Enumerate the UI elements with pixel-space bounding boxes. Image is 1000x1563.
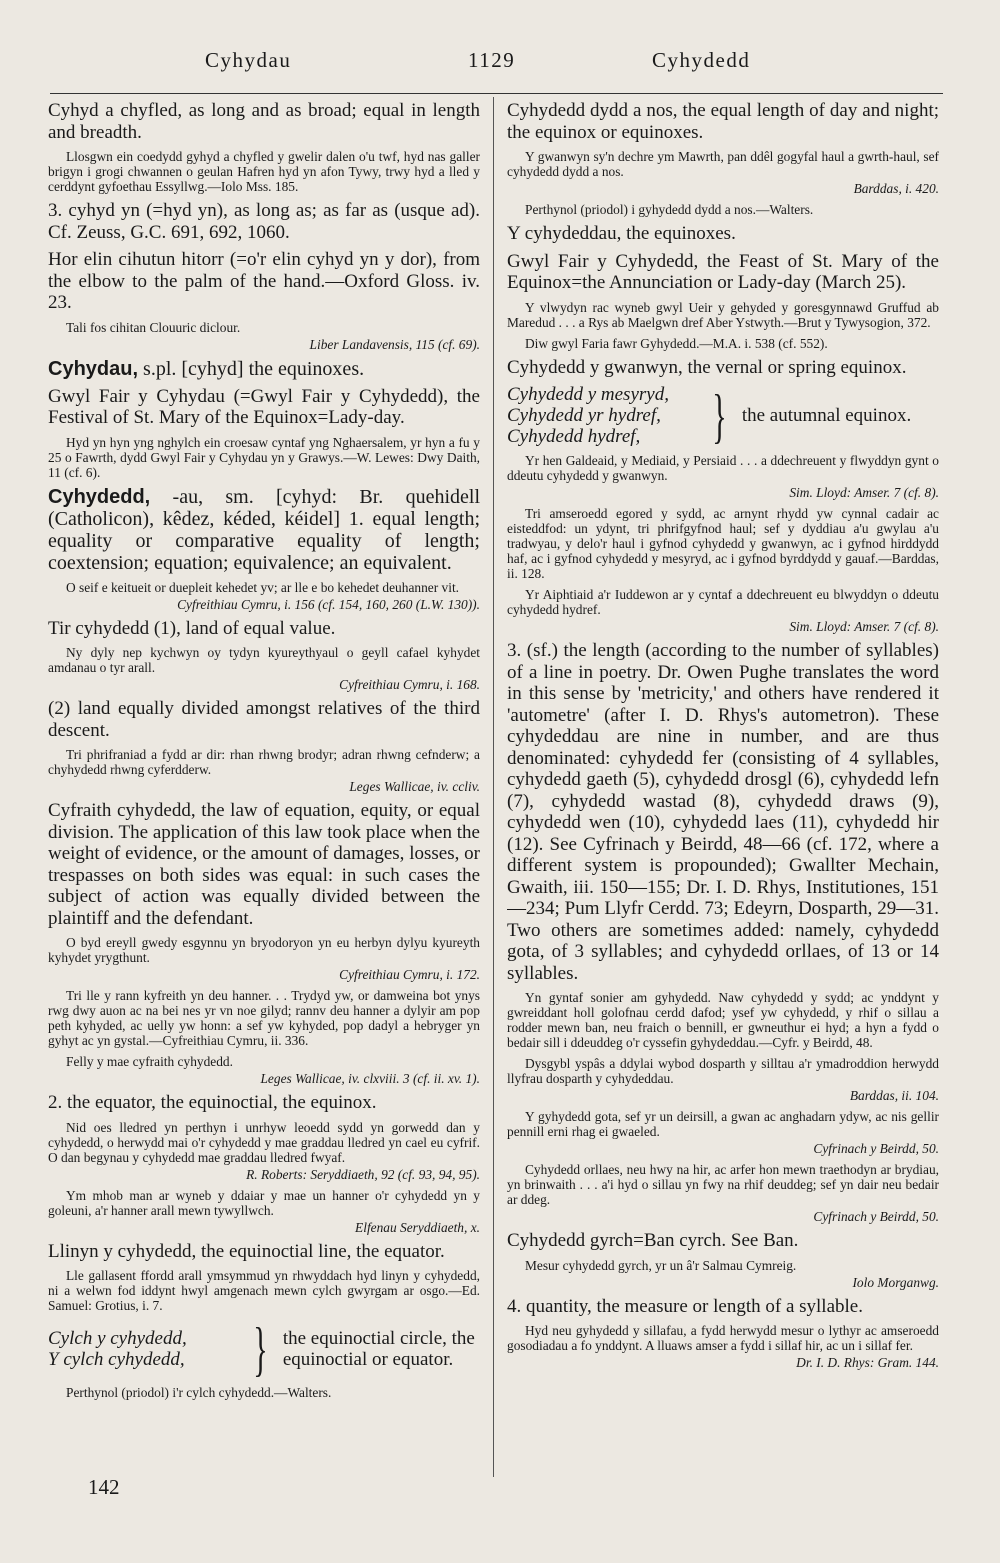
brace-gloss: the equinoctial circle, the equinoctial or equator. <box>282 1328 475 1370</box>
quotation: Perthynol (priodol) i'r cylch cyhydedd.—Walters. <box>66 1385 332 1400</box>
sense-entry: Hor elin cihutun hitorr (=o'r elin cyhyd yn y dor), from the elbow to the palm of the hand.—Oxford Gloss. iv. 23. <box>48 249 480 313</box>
brace-symbol: } <box>712 382 727 449</box>
quotation: Yr Aiphtiaid a'r Iuddewon ar y cyntaf a ddechreuent eu blwyddyn o ddeutu cyhydedd hydref. <box>507 587 939 617</box>
brace-term: Cylch y cyhydedd, <box>48 1328 187 1349</box>
quotation: O byd ereyll gwedy esgynnu yn bryodoryon yn eu herbyn dylyu kyureyth kyhydet yrygthunt. <box>48 935 480 965</box>
quotation: Llosgwn ein coedydd gyhyd a chyfled y gwelir dalen o'u twf, hyd nas galler brigyn i grogi chwannen o geulan Hafren hyd yn afon Tywy, trwy hyd a lled y cerddynt gyfoethau Essyllwg.—Iolo Mss. 185. <box>48 149 480 194</box>
quotation: O seif e keitueit or duepleit kehedet yv; ar lle e bo kehedet deuhanner vit. <box>66 579 460 595</box>
sense-entry: Cyhyd a chyfled, as long and as broad; equal in length and breadth. <box>48 100 480 143</box>
citation-source: Iolo Morganwg. <box>852 1274 939 1290</box>
citation-source: Cyfrinach y Beirdd, 50. <box>813 1141 939 1156</box>
citation-source: Cyfreithiau Cymru, i. 156 (cf. 154, 160, 260 (L.W. 130)). <box>177 596 480 612</box>
citation-source: Cyfrinach y Beirdd, 50. <box>813 1209 939 1224</box>
quotation: Felly y mae cyfraith cyhydedd. <box>66 1054 233 1069</box>
quotation: Diw gwyl Faria fawr Gyhydedd.—M.A. i. 538 (cf. 552). <box>525 335 828 351</box>
column-divider <box>493 97 494 1477</box>
running-head <box>0 48 1000 80</box>
citation-source: Liber Landavensis, 115 (cf. 69). <box>309 336 480 352</box>
citation-source: Leges Wallicae, iv. ccliv. <box>349 779 480 794</box>
quotation: Mesur cyhydedd gyrch, yr un â'r Salmau Cymreig. <box>525 1257 797 1273</box>
running-head-right: Cyhydedd <box>652 48 751 72</box>
brace-term: Cyhydedd yr hydref, <box>507 405 661 426</box>
brace-term: Y cylch cyhydedd, <box>48 1349 185 1370</box>
quotation: Y gyhydedd gota, sef yr un deirsill, a gwan ac anghadarn ydyw, ac nis gellir pennill erni rhag ei gwaeled. <box>507 1109 939 1139</box>
brace-terms <box>507 384 697 447</box>
quotation: Perthynol (priodol) i gyhydedd dydd a nos.—Walters. <box>525 202 814 217</box>
sense-entry: Y cyhydeddau, the equinoxes. <box>507 223 736 244</box>
brace-term: Cyhydedd hydref, <box>507 426 641 447</box>
quotation: Tri phrifraniad a fydd ar dir: rhan rhwng brodyr; adran rhwng cefnderw; a chyhydedd rhwng cyferdderw. <box>48 747 480 777</box>
citation-source: Sim. Lloyd: Amser. 7 (cf. 8). <box>789 485 939 500</box>
quotation: Dysgybl yspâs a ddylai wybod dosparth y silltau a'r ymadroddion herwydd llyfrau dosparth y cyhydeddau. <box>507 1056 939 1086</box>
brace-terms <box>48 1328 238 1370</box>
brace-symbol: } <box>253 1316 268 1382</box>
sense-entry: Cyhydedd y gwanwyn, the vernal or spring equinox. <box>507 356 907 378</box>
sense-entry: (2) land equally divided amongst relatives of the third descent. <box>48 698 480 741</box>
citation-source: Cyfreithiau Cymru, i. 172. <box>339 967 480 982</box>
sense-entry: Tir cyhydedd (1), land of equal value. <box>48 617 336 639</box>
headword-definition: s.pl. [cyhyd] the equinoxes. <box>138 357 365 380</box>
citation-source: Elfenau Seryddiaeth, x. <box>355 1219 480 1235</box>
headword-definition: -au, sm. [cyhyd: Br. quehidell (Catholicon), kêdez, kéded, kéidel] 1. equal length; equality or comparative equality of length; coextension; equation; equivalence; an equivalent. <box>48 485 480 574</box>
quotation: Ny dyly nep kychwyn oy tydyn kyureythyaul o geyll cafael kyhydet amdanau o tyr arall. <box>48 645 480 675</box>
quotation: Yr hen Galdeaid, y Mediaid, y Persiaid . . . a ddechreuent y flwyddyn gynt o ddeutu cyhydedd y gwanwyn. <box>507 453 939 483</box>
citation-source: Barddas, ii. 104. <box>849 1088 939 1103</box>
quotation: Tali fos cihitan Clouuric diclour. <box>66 319 241 335</box>
quotation: Hyd neu gyhydedd y sillafau, a fydd herwydd mesur o lythyr ac amseroedd gosodiadau a fo ynddynt. A lluaws amser a fydd i sillaf hir, ac un i sillaf fer. <box>507 1323 939 1353</box>
brace-group <box>507 384 939 447</box>
page-number: 1129 <box>468 48 516 72</box>
sense-entry: 3. cyhyd yn (=hyd yn), as long as; as far as (usque ad). Cf. Zeuss, G.C. 691, 692, 1060. <box>48 200 480 243</box>
sense-entry: 2. the equator, the equinoctial, the equinox. <box>48 1092 377 1113</box>
running-head-left: Cyhydau <box>205 48 292 72</box>
left-column <box>48 100 480 1510</box>
citation-source: Sim. Lloyd: Amser. 7 (cf. 8). <box>789 619 939 634</box>
headword-entry <box>48 358 480 380</box>
headword-entry <box>48 486 480 574</box>
citation-source: Leges Wallicae, iv. clxviii. 3 (cf. ii. xv. 1). <box>260 1071 480 1086</box>
citation-source: Dr. I. D. Rhys: Gram. 144. <box>796 1355 939 1370</box>
quotation: Y vlwydyn rac wyneb gwyl Ueir y gehyded y goresgynnawd Gruffud ab Maredud . . . a Rys ab Maelgwn dref Aber Ystwyth.—Brut y Tywysogion, 372. <box>507 299 939 330</box>
citation-source: R. Roberts: Seryddiaeth, 92 (cf. 93, 94, 95). <box>246 1166 480 1182</box>
quotation: Yn gyntaf sonier am gyhydedd. Naw cyhydedd y sydd; ac ynddynt y gwreiddant holl golofnau cerdd dafod; ysef yw cyhydedd, y rhif o sillau a rodder mewn ban, neu fraich o bennill, er gwneuthur ei hyd; a hyn a fydd o bedair sill i ddeuddeg o'r cyssefin gyhydeddau.—Cyfr. y Beirdd, 48. <box>507 990 939 1050</box>
sense-entry: Cyhydedd gyrch=Ban cyrch. See Ban. <box>507 1230 799 1251</box>
quotation: Nid oes lledred yn perthyn i unrhyw leoedd sydd yn gorwedd dan y cyhydedd, o herwydd mai o'r cyhydedd y mae graddau lledred yn cael eu cyfrif. O dan begynau y cyhydedd mae graddau lledred fwyaf. <box>48 1119 480 1165</box>
sense-entry: Llinyn y cyhydedd, the equinoctial line, the equator. <box>48 1240 445 1262</box>
quotation: Y gwanwyn sy'n dechre ym Mawrth, pan ddêl gogyfal haul a gwrth-haul, sef cyhydedd dydd a nos. <box>507 149 939 179</box>
quotation: Ym mhob man ar wyneb y ddaiar y mae un hanner o'r cyhydedd yn y goleuni, a'r hanner arall mewn tywyllwch. <box>48 1187 480 1218</box>
headword: Cyhydau, <box>48 357 139 380</box>
right-column <box>507 100 939 1500</box>
brace-gloss: the autumnal equinox. <box>741 405 912 426</box>
sense-entry: 4. quantity, the measure or length of a syllable. <box>507 1295 863 1317</box>
sense-entry: Cyfraith cyhydedd, the law of equation, equity, or equal division. The application of this law took place when the weight of evidence, or the amount of damages, losses, or trespasses on both sides was equal: in such cases the subject of action was equally divided between the plaintiff and the defendant. <box>48 800 480 929</box>
brace-group <box>48 1316 480 1382</box>
sense-entry: Cyhydedd dydd a nos, the equal length of day and night; the equinox or equinoxes. <box>507 100 939 143</box>
headword: Cyhydedd, <box>48 485 151 508</box>
sense-entry: Gwyl Fair y Cyhydedd, the Feast of St. Mary of the Equinox=the Annunciation or Lady-day (March 25). <box>507 250 939 293</box>
brace-term: Cyhydedd y mesyryd, <box>507 384 669 405</box>
citation-source: Cyfreithiau Cymru, i. 168. <box>339 677 480 692</box>
quotation: Lle gallasent ffordd arall ymsymmud yn rhwyddach hyd linyn y cyhydedd, ni a welwn fod iddynt hwyl amgenach mewn cylch gwyrgam ar osgo.—Ed. Samuel: Grotius, i. 7. <box>48 1268 480 1313</box>
quotation: Hyd yn hyn yng nghylch ein croesaw cyntaf yng Nghaersalem, yr hyn a fu y 25 o Fawrth, dydd Gwyl Fair y Cyhydau yn y Grawys.—W. Lewes: Dwy Daith, 11 (cf. 6). <box>48 434 480 480</box>
quotation: Tri lle y rann kyfreith yn deu hanner. . . Trydyd yw, or damweina bot ynys rwg dwy auon ac na bei nes yr vn noe gilyd; rannv deu hanner a dylyir am pop peth kyhyded, ac uelly yw honn: a sef yw kyhyded, pop dadyl a hebryger yn gyhyt ac yn gystal.—Cyfreithiau Cymru, ii. 336. <box>48 988 480 1048</box>
citation-source: Barddas, i. 420. <box>853 181 939 196</box>
sense-entry: Gwyl Fair y Cyhydau (=Gwyl Fair y Cyhydedd), the Festival of St. Mary of the Equinox=Lady-day. <box>48 385 480 428</box>
quotation: Tri amseroedd egored y sydd, ac arnynt rhydd yw cynnal cadair ac eisteddfod: un ydynt, tri phrifgyfnod haul; sef y dyddiau a'u gwylau a'u tradwyau, y delo'r haul i gyfnod cyhydedd y gwanwyn, ac i gyfnod hirddydd haf, ac i gyfnod cyhydedd y mesyryd, ac i gyfnod byrddydd y gauaf.—Barddas, ii. 128. <box>507 506 939 581</box>
signature-mark: 142 <box>88 1475 120 1499</box>
sense-entry: 3. (sf.) the length (according to the number of syllables) of a line in poetry. Dr. Owen Pughe translates the word in this sense by 'metricity,' and others have rendered it 'autometre' (after I. D. Rhys's autometron). These cyhydeddau are nine in number, and are thus denominated: cyhydedd fer (consisting of 4 syllables, cyhydedd gaeth (5), cyhydedd drosgl (6), cyhydedd lefn (7), cyhydedd wastad (8), cyhydedd draws (9), cyhydedd wen (10), cyhydedd laes (11), cyhydedd hir (12). See Cyfrinach y Beirdd, 48—66 (cf. 172, where a different system is propounded); Gwallter Mechain, Gwaith, iii. 150—155; Dr. I. D. Rhys, Institutiones, 151—234; Pum Llyfr Cerdd. 73; Edeyrn, Dosparth, 29—31. Two others are sometimes added: namely, cyhydedd gota, of 3 syllables; and cyhydedd orllaes, of 13 or 14 syllables. <box>507 640 939 984</box>
quotation: Cyhydedd orllaes, neu hwy na hir, ac arfer hon mewn traethodyn ar brydiau, yn brinwaith . . . a'i hyd o sillau yn fwy na rhif deuddeg; sef yn dair neu bedair ar ddeg. <box>507 1162 939 1207</box>
header-rule <box>50 93 943 94</box>
